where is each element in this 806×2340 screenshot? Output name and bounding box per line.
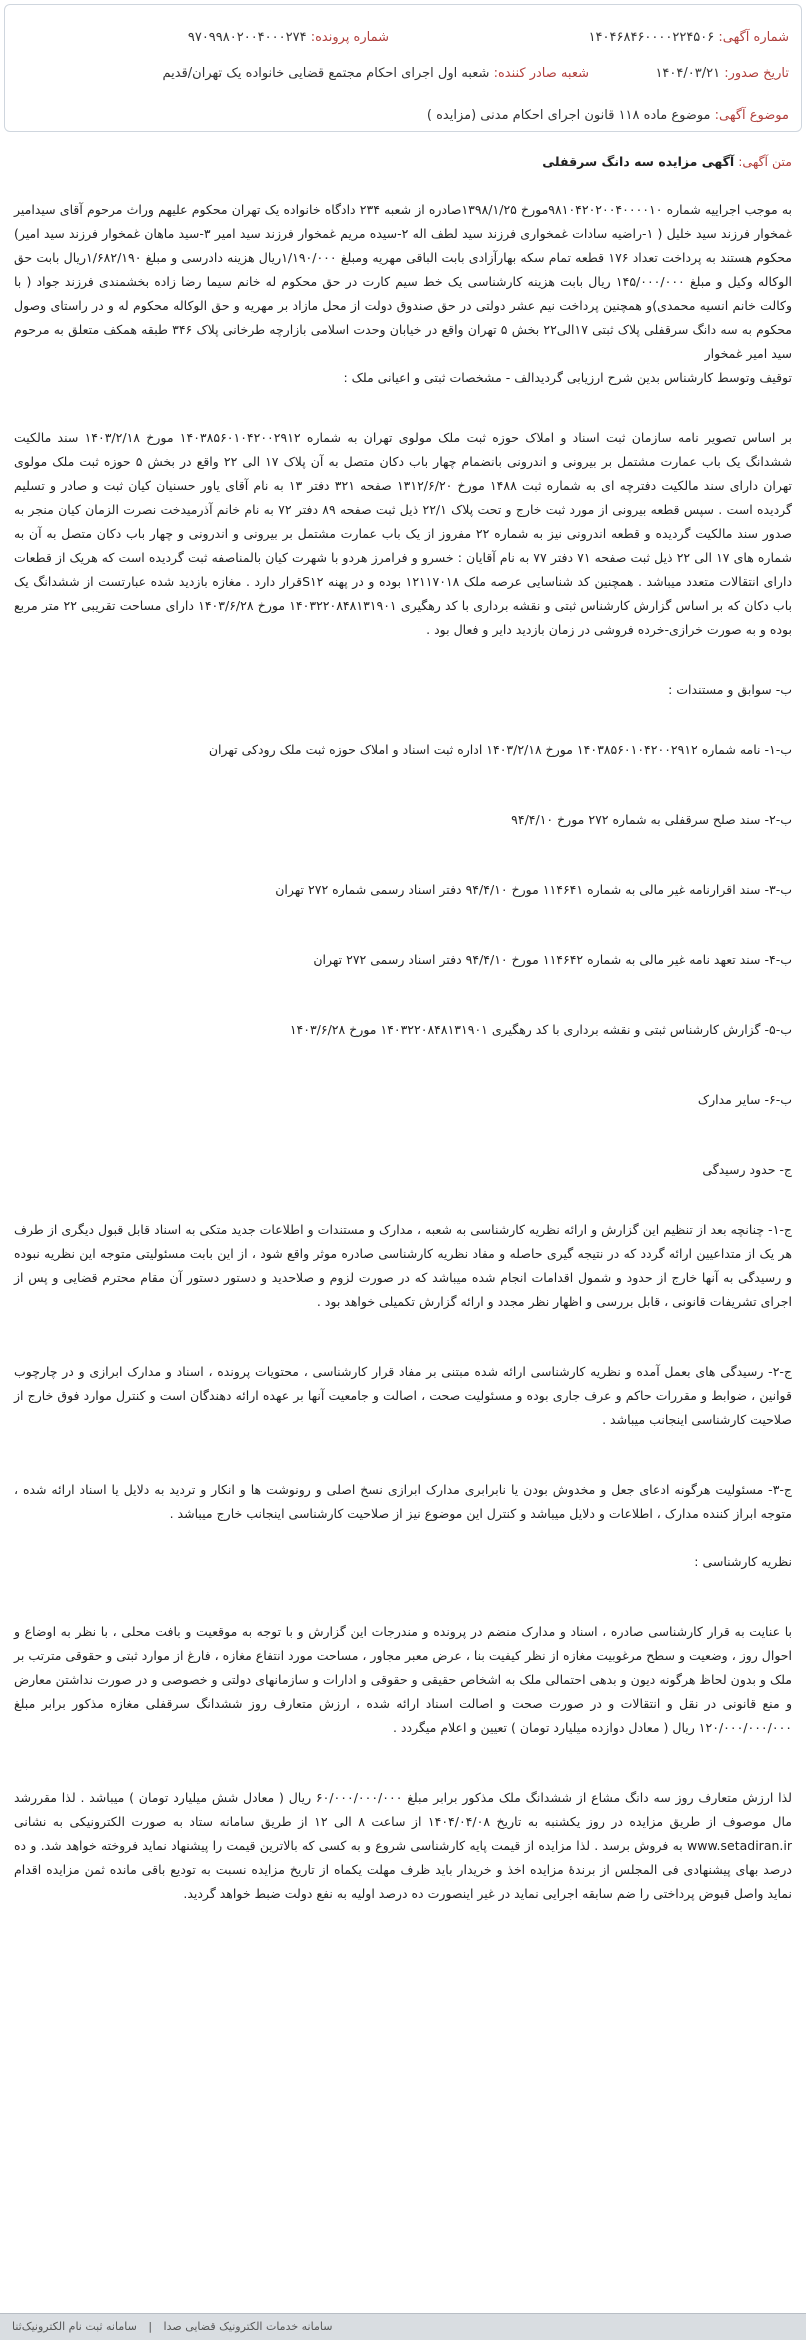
subject-label: موضوع آگهی: xyxy=(714,108,789,123)
footer-bar xyxy=(0,2313,806,2340)
footer-separator: | xyxy=(148,2320,153,2333)
record-b2: ب-۲- سند صلح سرقفلی به شماره ۲۷۲ مورخ ۹۴/۴/۱۰ xyxy=(511,812,792,827)
record-b4: ب-۴- سند تعهد نامه غیر مالی به شماره ۱۱۴۶۴۲ مورخ ۹۴/۴/۱۰ دفتر اسناد رسمی ۲۷۲ تهران xyxy=(313,952,792,967)
paragraph-seizure: توقیف وتوسط کارشناس بدین شرح ارزیابی گردیدالف - مشخصات ثبتی و اعیانی ملک : xyxy=(343,370,792,385)
case-number-label: شماره پرونده: xyxy=(310,30,389,45)
record-b1: ب-۱- نامه شماره ۱۴۰۳۸۵۶۰۱۰۴۲۰۰۲۹۱۲ مورخ ۱۴۰۳/۲/۱۸ اداره ثبت اسناد و املاک حوزه ثبت ملک رودکی تهران xyxy=(208,742,792,757)
expert-opinion: با عنایت به قرار کارشناسی صادره ، اسناد و مدارک منضم در پرونده و مندرجات این گزارش و با توجه به موقعیت و بافت محلی ، با نظر به اوضاع و احوال روز ، وضعیت و سطح مرغوبیت مغازه از نظر کیفیت بنا ، عرض معبر مجاور ، مساحت مورد انتفاع مغازه ، فارغ از موارد ثبتی و حقوقی مترتب بر ملک و بدون لحاظ هرگونه دیون و بدهی احتمالی ملک به اشخاص حقیقی و حقوقی و ادارات و سازمانهای دولتی و خصوصی و در صورت نداشتن معارض و منع قانونی در نقل و انتقالات و در صورت صحت و اصالت اسناد ارائه شده ، ارزش متعارف روز ششدانگ سرقفلی مغازه مذکور برابر مبلغ ۱۲۰/۰۰۰/۰۰۰/۰۰۰ ریال ( معادل دوازده میلیارد تومان ) تعیین و اعلام میگردد . xyxy=(13,1624,792,1735)
case-number: ۹۷۰۹۹۸۰۲۰۰۴۰۰۰۲۷۴ xyxy=(187,30,307,45)
scope-c1: ج-۱- چنانچه بعد از تنظیم این گزارش و ارائه نظریه کارشناسی به شعبه ، مدارک و مستندات و اطلاعات جدید متکی به اسناد قابل قبول دیگری از طرف هر یک از متداعیین ارائه گردد که در نتیجه گیری حاصله و مفاد نظریه کارشناسی صادره موثر واقع شود ، از این بابت مسئولیتی متوجه این نظریه نبوده و رسیدگی به آنها خارج از حدود و شمول اقدامات انجام شده میباشد که در صورت لزوم و صلاحدید و دستور دستور آن مقام محترم قضایی و پس از اجرای تشریفات قانونی ، قابل بررسی و اظهار نظر مجدد و ارائه گزارش تکمیلی خواهد بود . xyxy=(14,1222,792,1309)
record-b5: ب-۵- گزارش کارشناس ثبتی و نقشه برداری با کد رهگیری ۱۴۰۳۲۲۰۸۴۸۱۳۱۹۰۱ مورخ ۱۴۰۳/۶/۲۸ xyxy=(289,1022,792,1037)
issue-date: ۱۴۰۴/۰۳/۲۱ xyxy=(655,66,721,81)
header-row-subject xyxy=(17,105,789,127)
auction-terms: لذا ارزش متعارف روز سه دانگ مشاع از ششدانگ ملک مذکور برابر مبلغ ۶۰/۰۰۰/۰۰۰/۰۰۰ ریال ( معادل شش میلیارد تومان ) میباشد . لذا مقررشد مال موصوف از طریق مزایده در روز یکشنبه به تاریخ ۱۴۰۴/۰۴/۰۸ از ساعت ۸ الی ۱۲ از طریق سامانه ستاد به صورت الکترونیکی به نشانی www.setadiran.ir به فروش برسد . لذا مزایده از قیمت پایه کارشناسی شروع و به کسی که بالاترین قیمت را پیشنهاد نماید فروخته خواهد شد. و ده درصد بهای پیشنهادی فی المجلس از برندهٔ مزایده اخذ و خریدار باید ظرف مهلت یکماه از تاریخ مزایده نسبت به تودیع باقی مانده ثمن مزایده اقدام نماید واصل قبوض پرداختی را ضم سابقه اجرایی نماید در غیر اینصورت ده درصد اولیه به نفع دولت ضبط خواهد گردید. xyxy=(14,1790,792,1901)
footer-link-right[interactable]: سامانه خدمات الکترونیک قضایی‌ صدا xyxy=(163,2320,333,2333)
issuer-label: شعبه صادر کننده: xyxy=(493,66,589,81)
record-b6: ب-۶- سایر مدارک xyxy=(697,1092,792,1107)
scope-c2: ج-۲- رسیدگی های بعمل آمده و نظریه کارشناسی ارائه شده مبتنی بر مفاد قرار کارشناسی ، محتویات پرونده ، اسناد و مدارک ابرازی و در چارچوب قوانین ، ضوابط و مقررات حاکم و عرف جاری بوده و مسئولیت صحت ، اصالت و جامعیت آنها بر عهده ارائه دهندگان است و کنترل موارد فوق خارج از صلاحیت کارشناسی اینجانب میباشد . xyxy=(14,1364,792,1427)
header-row-dates xyxy=(17,63,789,85)
header-row-numbers xyxy=(17,27,789,49)
heading-scope: ج- حدود رسیدگی xyxy=(702,1162,792,1177)
footer-link-left[interactable]: سامانه ثبت نام الکترونیک‌ثنا xyxy=(12,2320,137,2333)
ad-title: آگهی مزایده سه دانگ سرقفلی xyxy=(542,154,735,169)
issue-date-label: تاریخ صدور: xyxy=(724,66,789,81)
ad-number: ۱۴۰۴۶۸۴۶۰۰۰۰۲۲۴۵۰۶ xyxy=(588,30,715,45)
record-b3: ب-۳- سند اقرارنامه غیر مالی به شماره ۱۱۴۶۴۱ مورخ ۹۴/۴/۱۰ دفتر اسناد رسمی شماره ۲۷۲ تهران xyxy=(275,882,792,897)
ad-header-box xyxy=(4,4,802,132)
ad-number-label: شماره آگهی: xyxy=(718,30,789,45)
scope-c3: ج-۳- مسئولیت هرگونه ادعای جعل و مخدوش بودن یا نابرابری مدارک ابرازی نسخ اصلی و رونوشت ها و انکار و تردید به دلایل یا اسناد ارائه شده ، متوجه ابراز کننده مدارک ، اطلاعات و دلایل میباشد و کنترل این موضوع نیز از صلاحیت کارشناسی اینجانب خارج میباشد . xyxy=(14,1482,792,1521)
body-text-label: متن آگهی: xyxy=(738,154,792,169)
ad-body xyxy=(14,150,792,1906)
paragraph-registration: بر اساس تصویر نامه سازمان ثبت اسناد و املاک حوزه ثبت ملک مولوی تهران به شماره ۱۴۰۳۸۵۶۰۱۰۴۲۰۰۲۹۱۲ مورخ ۱۴۰۳/۲/۱۸ سند مالکیت ششدانگ یک باب عمارت مشتمل بر بیرونی و اندرونی بانضمام چهار باب دکان متصل به آن پلاک ۱۷ الی ۲۲ واقع در بخش ۵ حوزه ثبت ملک مولوی تهران دارای سند مالکیت دفترچه ای به شماره ثبت ۱۴۸۸ مورخ ۱۳۱۲/۶/۲۰ صفحه ۳۲۱ دفتر ۱۳ به نام آقای یاور حسنیان کیان ثبت و صادر و تسلیم گردیده است . سپس قطعه بیرونی از مورد ثبت خارج و تحت پلاک ۲۲/۱ ذیل ثبت صفحه ۸۹ دفتر ۷۲ به نام خانم آذرمیدخت نصرت الزمان کیان منجر به صدور سند مالکیت گردیده و قطعه اندرونی نیز به شماره ۲۲ مفروز از یک باب عمارت مشتمل بر بیرونی و اندرونی و چهار باب دکان متصل به آن به شماره های ۱۷ الی ۲۲ ذیل ثبت صفحه ۷۱ دفتر ۷۷ به نام آقایان : خسرو و فرامرز هردو با شهرت کیان بالمناصفه ثبت گردیده است که هریک از قطعات دارای انتقالات متعدد میباشد . همچنین کد شناسایی عرصه ملک ۱۲۱۱۷۰۱۸ بوده و در پهنه S۱۲قرار دارد . مغازه بازدید شده عبارتست از ششدانگ یک باب دکان که بر اساس گزارش کارشناس ثبتی و نقشه برداری با کد رهگیری ۱۴۰۳۲۲۰۸۴۸۱۳۱۹۰۱ مورخ ۱۴۰۳/۶/۲۸ دارای مساحت تقریبی ۲۲ متر مربع بوده و به صورت خرازی-خرده فروشی در زمان بازدید دایر و فعال بود . xyxy=(14,430,793,637)
paragraph-intro: به موجب اجراییه شماره ۹۸۱۰۴۲۰۲۰۰۴۰۰۰۰۱۰مورخ ۱۳۹۸/۱/۲۵صادره از شعبه ۲۳۴ دادگاه خانواده یک تهران محکوم علیهم وراث مرحوم آقای سیدامیر غمخوار فرزند سید خلیل ( ۱-راضیه سادات غمخواری فرزند سید لطف اله ۲-سیده مریم غمخوار فرزند سید امیر ۳-سید ماهان غمخوار فرزند سید امیر) محکوم هستند به پرداخت تعداد ۱۷۶ قطعه تمام سکه بهارآزادی بابت الباقی مهریه ومبلغ ۱/۱۹۰/۰۰۰ریال هزینه دادرسی و مبلغ ۱/۶۸۲/۱۹۰ریال بابت حق الوکاله وکیل و مبلغ ۱۴۵/۰۰۰/۰۰۰ ریال بابت هزینه کارشناسی یک خط سیم کارت در حق محکوم له خانم سیما رضا زاده بخشمندی فرزند جواد ( با وکالت خانم انسیه محمدی)و همچنین پرداخت نیم عشر دولتی در حق صندوق دولت از محل مازاد بر مهریه و حق الوکاله محکوم له و در راستای وصول محکوم به سه دانگ سرقفلی پلاک ثبتی ۱۷الی۲۲ بخش ۵ تهران واقع در خیابان وحدت اسلامی بازارچه طرخانی پلاک ۳۴۶ طبقه همکف متعلق به مرحوم سید امیر غمخوار xyxy=(14,202,793,361)
heading-records: ب- سوابق و مستندات : xyxy=(668,682,792,697)
issuer: شعبه اول اجرای احکام مجتمع قضایی خانواده یک تهران/قدیم xyxy=(162,66,490,81)
subject: موضوع ماده ۱۱۸ قانون اجرای احکام مدنی (مزایده ) xyxy=(426,108,711,123)
heading-expert-opinion: نظریه کارشناسی : xyxy=(694,1554,792,1569)
